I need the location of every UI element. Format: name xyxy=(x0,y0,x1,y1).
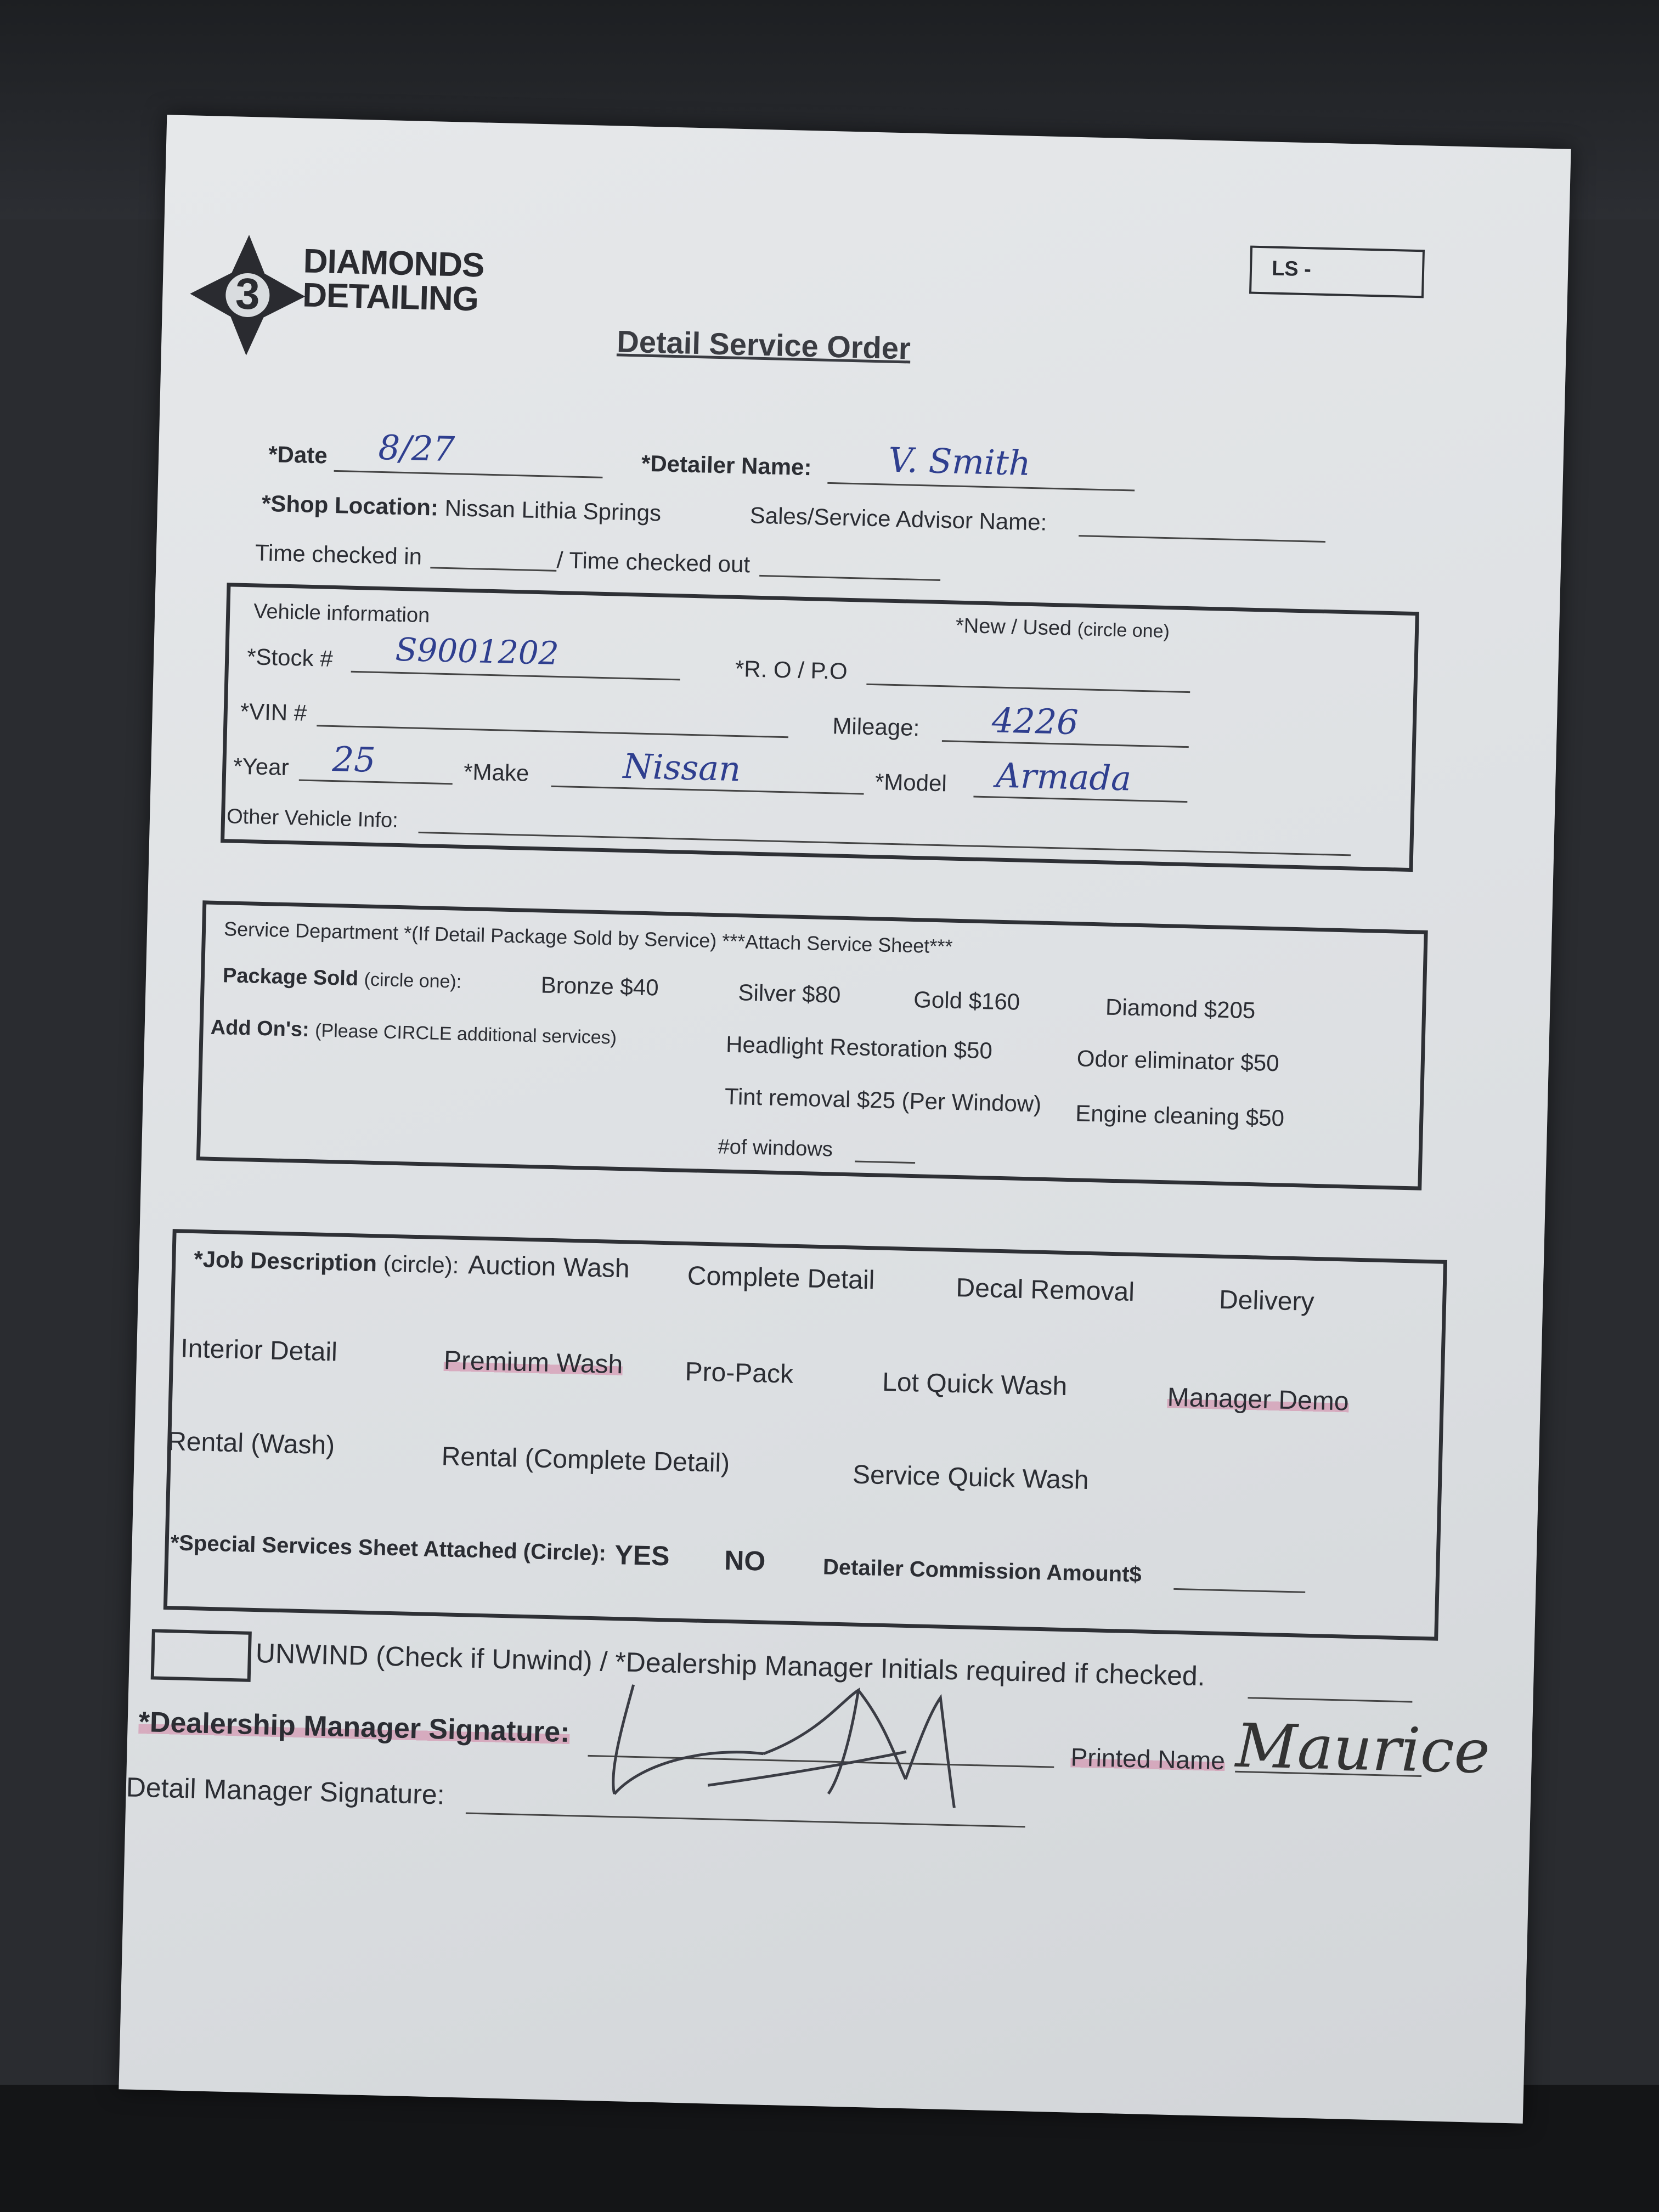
unwind-text: UNWIND (Check if Unwind) / *Dealership Manager Initials required if checked. xyxy=(255,1638,1206,1692)
advisor-name-label: Sales/Service Advisor Name: xyxy=(749,502,1047,535)
windows-count-label: #of windows xyxy=(718,1135,833,1161)
job-manager-demo[interactable]: Manager Demo xyxy=(1167,1383,1350,1417)
new-used-hint: (circle one) xyxy=(1077,619,1170,642)
job-premium-wash[interactable]: Premium Wash xyxy=(443,1346,623,1380)
package-silver[interactable]: Silver $80 xyxy=(738,979,841,1008)
special-services-yes[interactable]: YES xyxy=(614,1539,670,1572)
job-pro-pack[interactable]: Pro-Pack xyxy=(685,1357,794,1389)
add-ons-label: Add On's: xyxy=(210,1015,310,1042)
manager-initials-field[interactable] xyxy=(1248,1697,1412,1702)
make-value: Nissan xyxy=(622,746,742,789)
addon-engine-cleaning[interactable]: Engine cleaning $50 xyxy=(1075,1100,1285,1131)
job-auction-wash[interactable]: Auction Wash xyxy=(467,1250,630,1284)
logo-line-2: DETAILING xyxy=(302,276,479,319)
detailer-name-field[interactable] xyxy=(827,482,1135,492)
time-in-label: Time checked in xyxy=(255,539,422,569)
time-out-label: / Time checked out xyxy=(556,546,751,578)
logo-numeral: 3 xyxy=(235,269,261,319)
addon-tint-removal[interactable]: Tint removal $25 (Per Window) xyxy=(724,1083,1042,1117)
job-rental-complete-detail[interactable]: Rental (Complete Detail) xyxy=(441,1442,730,1479)
detailer-name-label: *Detailer Name: xyxy=(641,450,812,481)
page-title: Detail Service Order xyxy=(616,324,911,366)
year-label: *Year xyxy=(233,753,290,781)
model-label: *Model xyxy=(874,769,947,797)
make-label: *Make xyxy=(463,758,529,786)
service-order-sheet xyxy=(119,115,1571,2123)
date-label: *Date xyxy=(268,441,328,469)
package-sold-label: Package Sold xyxy=(222,964,359,991)
dealership-manager-signature-label: *Dealership Manager Signature: xyxy=(138,1706,571,1749)
job-lot-quick-wash[interactable]: Lot Quick Wash xyxy=(882,1367,1068,1402)
other-info-label: Other Vehicle Info: xyxy=(226,805,399,832)
job-service-quick-wash[interactable]: Service Quick Wash xyxy=(852,1460,1090,1496)
addon-odor-eliminator[interactable]: Odor eliminator $50 xyxy=(1076,1045,1280,1076)
date-field[interactable] xyxy=(334,470,603,478)
package-diamond[interactable]: Diamond $205 xyxy=(1105,994,1256,1024)
package-sold-hint: (circle one): xyxy=(364,969,462,992)
package-bronze[interactable]: Bronze $40 xyxy=(540,972,659,1001)
time-out-field[interactable] xyxy=(759,575,940,581)
year-value: 25 xyxy=(331,738,376,780)
company-logo xyxy=(183,230,526,365)
shop-location-row xyxy=(262,490,662,527)
add-ons-hint: (Please CIRCLE additional services) xyxy=(314,1020,617,1048)
printed-name-label: Printed Name xyxy=(1070,1742,1226,1775)
manager-signature-scribble xyxy=(597,1662,1018,1814)
stock-value: S9001202 xyxy=(394,630,560,672)
job-description-hint: (circle): xyxy=(383,1250,459,1278)
addon-headlight-restoration[interactable]: Headlight Restoration $50 xyxy=(725,1031,993,1064)
detailer-name-value: V. Smith xyxy=(888,439,1031,483)
time-in-field[interactable] xyxy=(430,567,556,572)
model-value: Armada xyxy=(995,755,1132,799)
unwind-checkbox[interactable] xyxy=(151,1629,252,1681)
new-used-label[interactable]: *New / Used xyxy=(955,614,1072,640)
job-description-label: *Job Description xyxy=(193,1246,377,1277)
detail-manager-signature-field[interactable] xyxy=(466,1812,1025,1827)
printed-name-value: Maurice xyxy=(1234,1710,1491,1787)
mileage-value: 4226 xyxy=(991,700,1079,743)
diamond-star-icon xyxy=(183,230,313,360)
package-gold[interactable]: Gold $160 xyxy=(913,986,1020,1015)
stock-label: *Stock # xyxy=(246,644,334,672)
vin-label: *VIN # xyxy=(240,698,307,726)
ro-po-label: *R. O / P.O xyxy=(735,655,848,684)
special-services-no[interactable]: NO xyxy=(724,1544,766,1577)
commission-amount-label: Detailer Commission Amount$ xyxy=(822,1555,1142,1587)
shop-location-label: *Shop Location: xyxy=(261,490,439,521)
ls-label: LS - xyxy=(1271,257,1312,281)
special-services-label: *Special Services Sheet Attached (Circle): xyxy=(170,1531,607,1566)
job-interior-detail[interactable]: Interior Detail xyxy=(180,1334,338,1367)
job-rental-wash[interactable]: Rental (Wash) xyxy=(167,1427,335,1460)
service-department-label: Service Department *(If Detail Package Sold by Service) ***Attach Service Sheet*** xyxy=(223,917,953,958)
advisor-name-field[interactable] xyxy=(1079,535,1325,543)
job-complete-detail[interactable]: Complete Detail xyxy=(687,1261,875,1295)
date-value: 8/27 xyxy=(377,427,455,470)
job-decal-removal[interactable]: Decal Removal xyxy=(955,1273,1135,1307)
logo-line-1: DIAMONDS xyxy=(303,242,485,285)
mileage-label: Mileage: xyxy=(832,713,920,741)
shop-location-value: Nissan Lithia Springs xyxy=(444,494,662,526)
vehicle-info-label: Vehicle information xyxy=(253,600,430,628)
detail-manager-signature-label: Detail Manager Signature: xyxy=(126,1771,445,1810)
job-delivery[interactable]: Delivery xyxy=(1218,1285,1315,1317)
